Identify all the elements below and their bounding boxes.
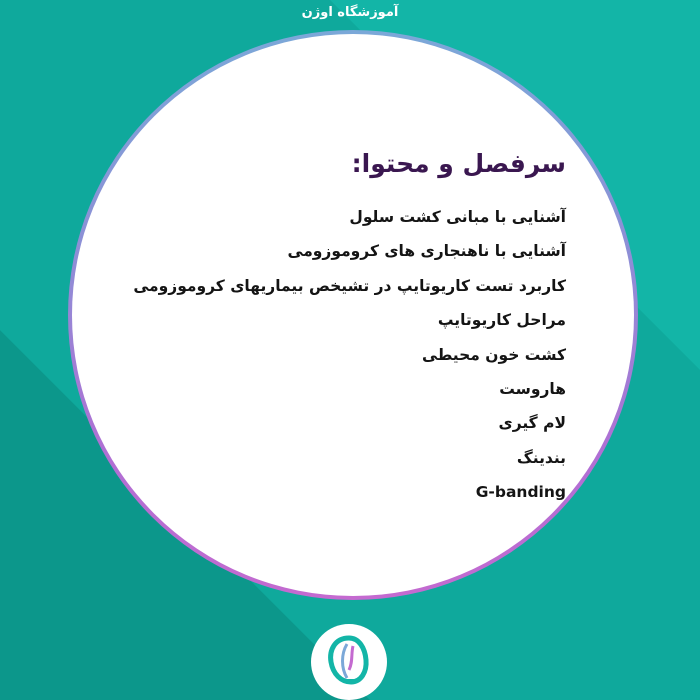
topic-item: آشنایی با مبانی کشت سلول (349, 208, 566, 226)
topic-list (106, 200, 566, 510)
outline-heading: سرفصل و محتوا: (351, 149, 566, 178)
topic-item: هاروست (499, 379, 566, 398)
topic-item: بندینگ (516, 448, 566, 467)
topic-item: کشت خون محیطی (422, 345, 566, 364)
topic-item: آشنایی با ناهنجاری های کروموزومی (287, 242, 566, 261)
topic-item: لام گیری (498, 414, 566, 433)
topic-item: کاربرد تست کاریوتایپ در تشیخص بیماریهای کروموزومی (133, 276, 566, 295)
academy-name: آموزشگاه اوژن (301, 5, 399, 20)
topic-item: مراحل کاریوتایپ (437, 311, 566, 330)
academy-logo-icon (311, 624, 387, 700)
academy-logo (311, 624, 387, 700)
topic-item: G-banding (475, 483, 566, 502)
course-outline (106, 148, 566, 510)
